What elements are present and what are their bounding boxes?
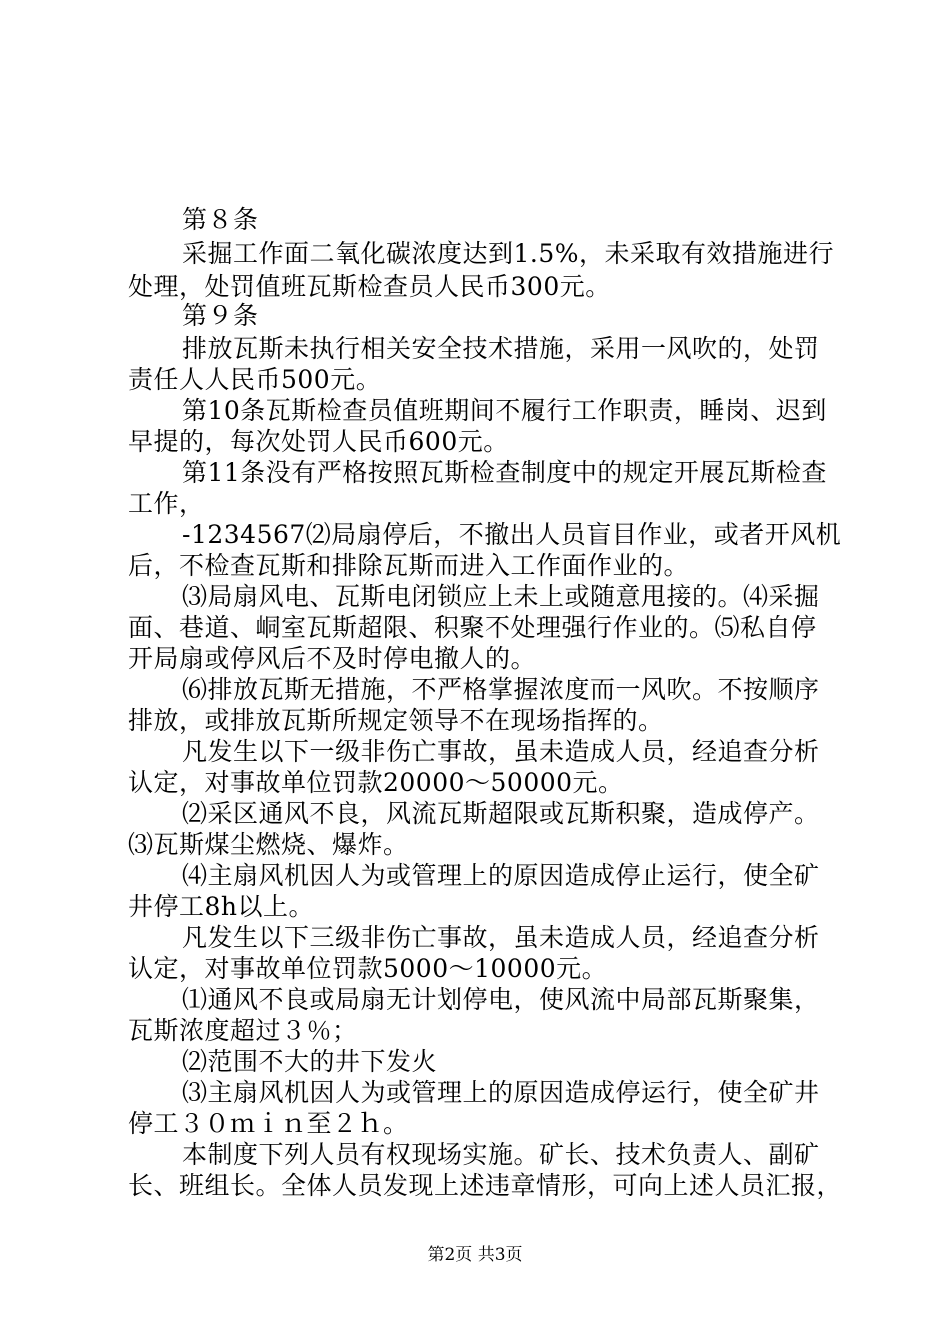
text-line: 后，不检查瓦斯和排除瓦斯而进入工作面作业的。: [128, 551, 690, 580]
text-line: 第９条: [182, 301, 259, 330]
text-line: ⑵采区通风不良，风流瓦斯超限或瓦斯积聚，造成停产。: [182, 799, 820, 828]
text-line: ⑴通风不良或局扇无计划停电，使风流中局部瓦斯聚集，: [182, 985, 820, 1014]
text-line: 认定，对事故单位罚款20000～50000元。: [128, 768, 624, 797]
text-line: 凡发生以下三级非伤亡事故，虽未造成人员，经追查分析: [182, 923, 820, 952]
text-line: 瓦斯浓度超过３％；: [128, 1016, 358, 1045]
text-line: 开局扇或停风后不及时停电撤人的。: [128, 644, 537, 673]
text-line: -1234567⑵局扇停后，不撤出人员盲目作业，或者开风机: [182, 520, 842, 549]
text-line: 排放，或排放瓦斯所规定领导不在现场指挥的。: [128, 706, 664, 735]
text-line: 排放瓦斯未执行相关安全技术措施，采用一风吹的，处罚: [182, 334, 820, 363]
text-line: ⑹排放瓦斯无措施，不严格掌握浓度而一风吹。不按顺序: [182, 675, 820, 704]
text-line: ⑵范围不大的井下发火: [182, 1047, 438, 1076]
text-line: 停工３０ｍｉｎ至２ｈ。: [128, 1109, 409, 1138]
text-line: 处理，处罚值班瓦斯检查员人民币300元。: [128, 272, 611, 301]
text-line: 工作，: [128, 489, 205, 518]
text-line: 井停工8h以上。: [128, 892, 315, 921]
text-line: 本制度下列人员有权现场实施。矿长、技术负责人、副矿: [182, 1140, 820, 1169]
text-line: ⑷主扇风机因人为或管理上的原因造成停止运行，使全矿: [182, 861, 820, 890]
text-line: ⑶瓦斯煤尘燃烧、爆炸。: [128, 830, 409, 859]
text-line: 面、巷道、峒室瓦斯超限、积聚不处理强行作业的。⑸私自停: [128, 613, 817, 642]
text-line: ⑶局扇风电、瓦斯电闭锁应上未上或随意甩接的。⑷采掘: [182, 582, 820, 611]
text-line: 第10条瓦斯检查员值班期间不履行工作职责，睡岗、迟到: [182, 396, 827, 425]
text-line: 长、班组长。全体人员发现上述违章情形，可向上述人员汇报，: [128, 1171, 843, 1200]
text-line: 凡发生以下一级非伤亡事故，虽未造成人员，经追查分析: [182, 737, 820, 766]
text-line: 第８条: [182, 205, 259, 234]
text-line: 责任人人民币500元。: [128, 365, 382, 394]
text-line: ⑶主扇风机因人为或管理上的原因造成停运行，使全矿井: [182, 1078, 820, 1107]
text-line: 采掘工作面二氧化碳浓度达到1.5%，未采取有效措施进行: [182, 239, 835, 268]
text-line: 早提的，每次处罚人民币600元。: [128, 427, 509, 456]
text-line: 第11条没有严格按照瓦斯检查制度中的规定开展瓦斯检查: [182, 458, 827, 487]
text-line: 认定，对事故单位罚款5000～10000元。: [128, 954, 608, 983]
page-footer: 第2页 共3页: [427, 1245, 523, 1265]
